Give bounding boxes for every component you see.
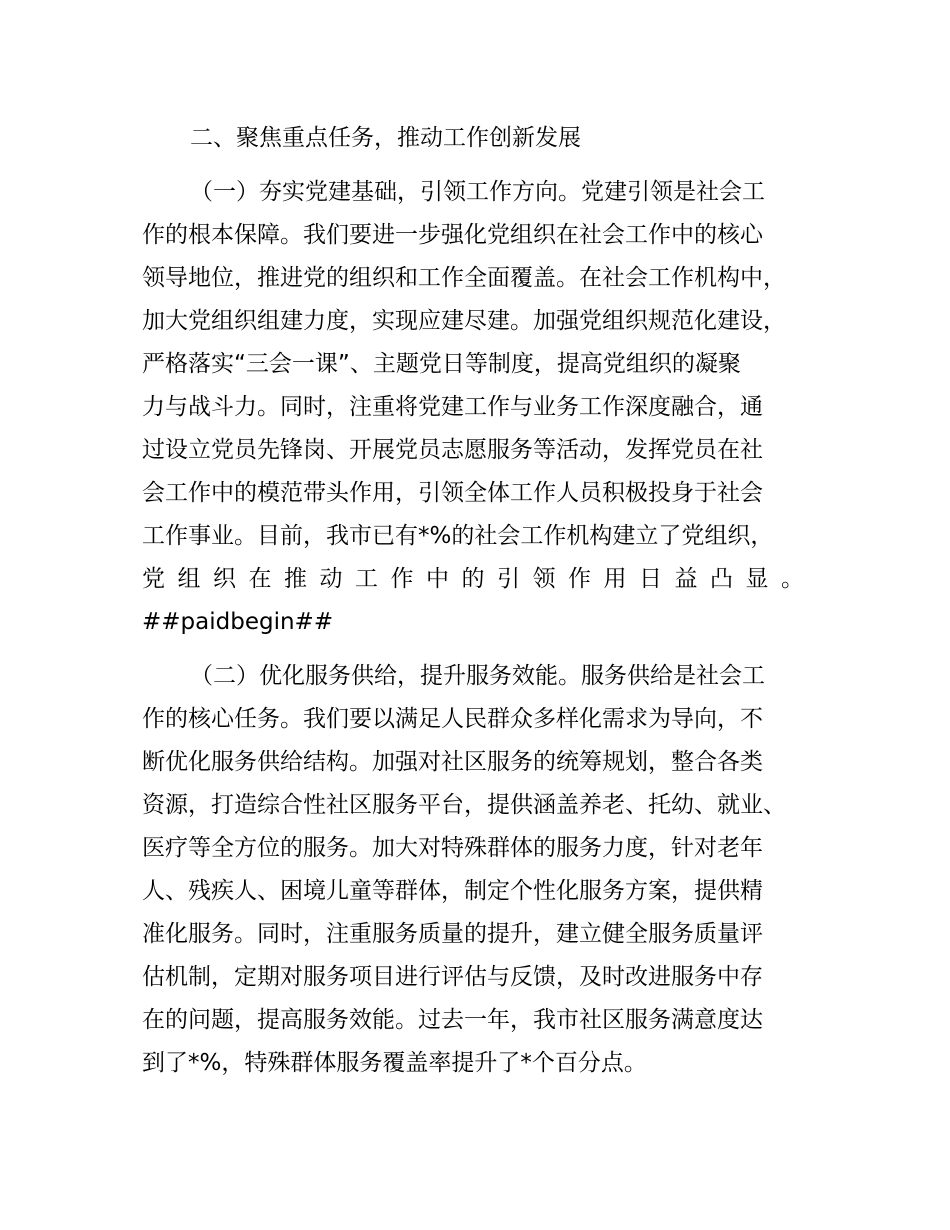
paragraph-line: 估机制，定期对服务项目进行评估与反馈，及时改进服务中存	[142, 964, 763, 990]
paragraph-line: 工作事业。目前，我市已有*%的社会工作机构建立了党组织，	[142, 523, 774, 549]
section-heading: 二、聚焦重点任务，推动工作创新发展	[190, 125, 581, 151]
paragraph-line: 会工作中的模范带头作用，引领全体工作人员积极投身于社会	[142, 480, 763, 506]
paragraph-line: （一）夯实党建基础，引领工作方向。党建引领是社会工	[190, 179, 765, 205]
paragraph-line: 医疗等全方位的服务。加大对特殊群体的服务力度，针对老年	[142, 835, 763, 861]
paragraph-line: 党组织在推动工作中的引领作用日益凸显。	[142, 566, 804, 592]
paragraph-line: 过设立党员先锋岗、开展党员志愿服务等活动，发挥党员在社	[142, 437, 763, 463]
paragraph-line: 加大党组织组建力度，实现应建尽建。加强党组织规范化建设，	[142, 308, 786, 334]
paragraph-line: 断优化服务供给结构。加强对社区服务的统筹规划，整合各类	[142, 749, 763, 775]
paragraph-line: 在的问题，提高服务效能。过去一年，我市社区服务满意度达	[142, 1007, 763, 1033]
paid-marker: ##paidbegin##	[142, 609, 334, 635]
paragraph-line: 资源，打造综合性社区服务平台，提供涵盖养老、托幼、就业、	[142, 792, 786, 818]
paragraph-line: 到了*%，特殊群体服务覆盖率提升了*个百分点。	[142, 1050, 647, 1076]
paragraph-line: 领导地位，推进党的组织和工作全面覆盖。在社会工作机构中，	[142, 265, 786, 291]
paragraph-line: 人、残疾人、困境儿童等群体，制定个性化服务方案，提供精	[142, 878, 763, 904]
paragraph-line: （二）优化服务供给，提升服务效能。服务供给是社会工	[190, 663, 765, 689]
paragraph-line: 准化服务。同时，注重服务质量的提升，建立健全服务质量评	[142, 921, 763, 947]
paragraph-line: 严格落实“三会一课”、主题党日等制度，提高党组织的凝聚	[142, 351, 741, 377]
paragraph-line: 力与战斗力。同时，注重将党建工作与业务工作深度融合，通	[142, 394, 763, 420]
paragraph-line: 作的核心任务。我们要以满足人民群众多样化需求为导向，不	[142, 706, 763, 732]
paragraph-line: 作的根本保障。我们要进一步强化党组织在社会工作中的核心	[142, 222, 763, 248]
